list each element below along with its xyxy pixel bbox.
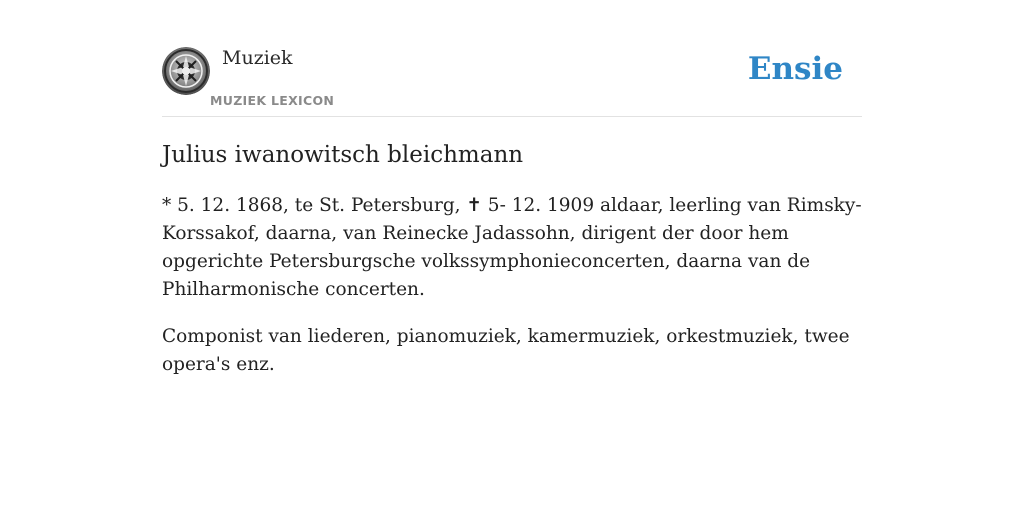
page-container (162, 0, 862, 375)
emblem-icon (162, 47, 210, 95)
source-avatar[interactable] (162, 47, 210, 95)
entry-body (162, 192, 862, 398)
entry-header (162, 0, 862, 117)
entry-paragraph: Componist van liederen, pianomuziek, kamermuziek, orkestmuziek, twee opera's enz. (162, 326, 850, 375)
brand-logo-link[interactable]: Ensie (747, 51, 843, 87)
entry-title: Julius iwanowitsch bleichmann (162, 142, 524, 168)
source-subtitle: MUZIEK LEXICON (210, 93, 335, 108)
source-name[interactable]: Muziek (222, 47, 293, 69)
entry-paragraph: * 5. 12. 1868, te St. Petersburg, ✝ 5- 12. 1909 aldaar, leerling van Rimsky-Korssakof, daarna, van Reinecke Jadassohn, dirigent der door hem opgerichte Petersburgsche volkssymphonieconcerten, daarna van de Philharmonische concerten. (162, 195, 862, 300)
